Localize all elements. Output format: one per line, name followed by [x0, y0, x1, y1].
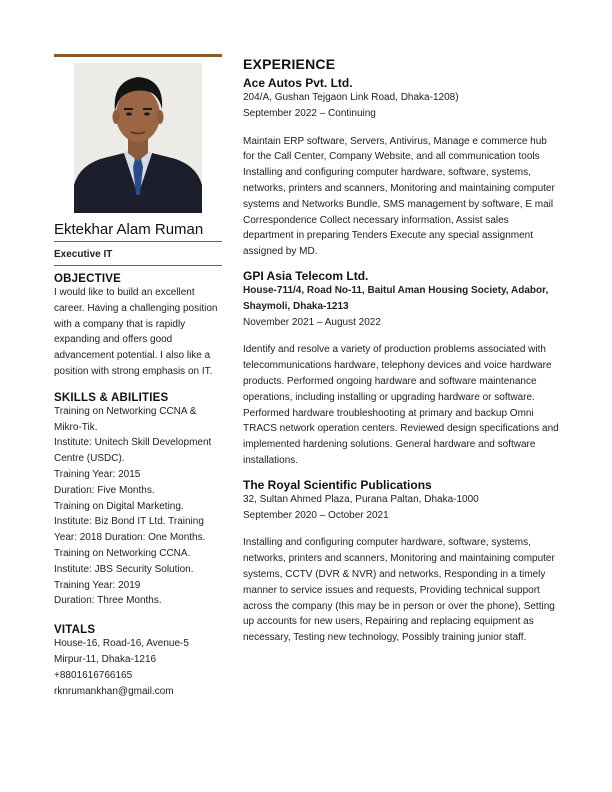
- job-dates: November 2021 – August 2022: [243, 316, 381, 328]
- vitals-address-line: Mirpur-11, Dhaka-1216: [54, 653, 157, 665]
- name-divider: [54, 241, 222, 242]
- job-company: GPI Asia Telecom Ltd.: [243, 268, 369, 283]
- vitals-heading: VITALS: [54, 624, 96, 637]
- experience-heading: EXPERIENCE: [243, 56, 336, 72]
- vitals-section: [54, 624, 222, 699]
- job-address: 32, Sultan Ahmed Plaza, Purana Paltan, Dhaka-1000: [243, 493, 479, 505]
- subtitle-divider: [54, 265, 222, 266]
- skills-heading: SKILLS & ABILITIES: [54, 391, 169, 404]
- skills-line: Training on Digital Marketing. Institute: Biz Bond IT Ltd. Training Year: 2018 Duration: One Months.: [54, 500, 206, 544]
- top-divider: [54, 54, 222, 57]
- skills-line: Institute: JBS Security Solution.: [54, 563, 194, 575]
- skills-line: Institute: Unitech Skill Development Centre (USDC).: [54, 437, 212, 465]
- experience-column: [243, 56, 561, 646]
- skills-line: Training Year: 2019: [54, 579, 141, 591]
- sidebar-column: [54, 54, 222, 699]
- skills-line: Duration: Three Months.: [54, 595, 162, 607]
- vitals-email: rknrumankhan@gmail.com: [54, 685, 174, 697]
- job-address: 204/A, Gushan Tejgaon Link Road, Dhaka-1208): [243, 92, 459, 103]
- job-address: House-711/4, Road No-11, Baitul Aman Housing Society, Adabor, Shaymoli, Dhaka-1213: [243, 284, 549, 312]
- job-dates: September 2022 – Continuing: [243, 107, 376, 119]
- profile-photo: [74, 63, 202, 213]
- job-description: Identify and resolve a variety of production problems associated with telecommunications hardware, telephony devices and voice hardware products. Performed ongoing hardware and software maintenance operations, including installing or upgrading hardware or software. Performed hardware troubleshooting at primary and backup Omni TRACS network operation centers. Reviewed design specifications and implemented hardening solutions. General hardware and software installations.: [243, 344, 559, 466]
- job-description: Maintain ERP software, Servers, Antivirus, Manage e commerce hub for the Call Center, Company Website, and all communication tools Installing and configuring computer hardware, software, systems, networks, printers and scanners, Monitoring and maintaining computer systems and Networks Bundle, SMS management by software, E mail Correspondence Collect necessary information, Assist sales department in preparing Tenders Execute any special assignment assigned by MD.: [243, 135, 555, 258]
- skills-line: Duration: Five Months.: [54, 484, 155, 496]
- job-entry: [243, 478, 561, 646]
- vitals-phone: +8801616766165: [54, 669, 133, 681]
- job-entry: [243, 76, 561, 260]
- profile-photo-illustration: [74, 63, 202, 213]
- job-company: The Royal Scientific Publications: [243, 477, 432, 492]
- profile-name: Ektekhar Alam Ruman: [54, 221, 204, 238]
- job-description: Installing and configuring computer hardware, software, systems, networks, printers and scanners, Monitoring and maintaining computer systems, CCTV (DVR & NVR) and networks, Responding in a timely manner to service issues and requests, Providing technical support across the company (this may be in person or over the phone), Setting up accounts for new users, Repairing and replacing equipment as necessary, Testing new technology, Possibly training junior staff.: [243, 537, 555, 644]
- skills-line: Training on Networking CCNA & Mikro-Tik.: [54, 405, 197, 433]
- vitals-address-line: House-16, Road-16, Avenue-5: [54, 638, 189, 650]
- objective-text: I would like to build an excellent career. Having a challenging position with a company that is rapidly expanding and offers good advancement potential. I also like a position with strong emphasis on IT.: [54, 287, 218, 377]
- skills-line: Training on Networking CCNA.: [54, 547, 191, 559]
- profile-subtitle: Executive IT: [54, 249, 113, 260]
- job-entry: [243, 269, 561, 469]
- objective-section: [54, 273, 222, 380]
- objective-heading: OBJECTIVE: [54, 273, 121, 285]
- job-company: Ace Autos Pvt. Ltd.: [243, 76, 353, 90]
- skills-section: [54, 392, 222, 609]
- job-dates: September 2020 – October 2021: [243, 509, 389, 521]
- skills-line: Training Year: 2015: [54, 468, 141, 480]
